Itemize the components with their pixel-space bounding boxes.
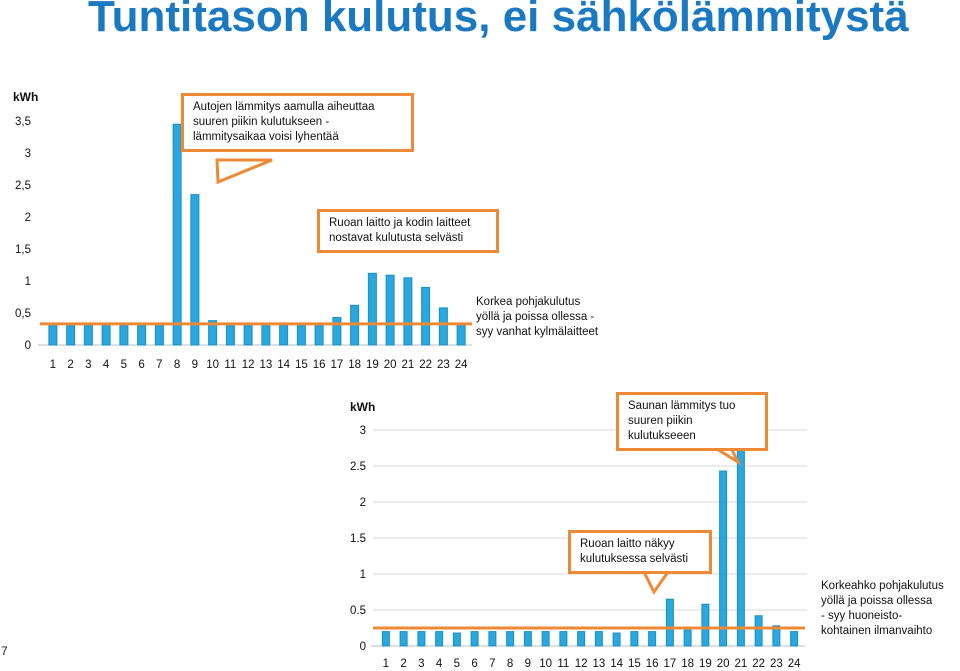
bar [400, 632, 407, 646]
bar [436, 632, 443, 646]
callout-cooking [317, 209, 499, 253]
x-tick-label: 19 [698, 658, 712, 670]
annotation-base-load-2 [821, 579, 944, 639]
x-tick-label: 16 [645, 658, 659, 670]
callout-line: Ruoan laitto näkyy [580, 538, 675, 550]
x-tick-label: 18 [681, 658, 695, 670]
x-tick-label: 14 [610, 658, 624, 670]
callout-line: suuren piikin kulutukseen - [193, 116, 330, 128]
x-tick-label: 11 [557, 658, 570, 670]
bar [631, 632, 638, 646]
bar [755, 616, 762, 646]
callout-line: Ruoan laitto ja kodin laitteet [329, 217, 471, 229]
annotation-line: - syy huoneisto- [821, 610, 903, 622]
y-axis-label: kWh [350, 400, 376, 414]
bar [649, 632, 656, 646]
x-tick-label: 19 [365, 359, 379, 371]
bar [595, 632, 602, 646]
x-tick-label: 22 [752, 658, 766, 670]
x-tick-label: 1 [49, 359, 57, 371]
x-tick-label: 7 [489, 658, 496, 670]
x-tick-label: 10 [539, 658, 553, 670]
callout-line: Autojen lämmitys aamulla aiheuttaa [193, 101, 375, 113]
y-tick-label: 2,5 [15, 180, 31, 192]
x-tick-label: 22 [419, 359, 433, 371]
annotation-line: kohtainen ilmanvaihto [821, 625, 933, 637]
y-tick-label: 3 [24, 148, 31, 160]
bar [560, 632, 567, 646]
bar [684, 630, 691, 646]
x-tick-label: 17 [330, 359, 344, 371]
y-tick-label: 1,5 [15, 244, 31, 256]
bar [453, 633, 460, 646]
x-tick-label: 5 [453, 658, 461, 670]
bar [507, 632, 514, 646]
x-tick-label: 2 [67, 359, 74, 371]
x-tick-label: 23 [436, 359, 450, 371]
y-tick-label: 1 [24, 276, 31, 288]
x-tick-label: 12 [241, 359, 255, 371]
x-tick-label: 18 [348, 359, 362, 371]
callout-line: lämmitysaikaa voisi lyhentää [193, 131, 339, 143]
bar [666, 599, 673, 646]
annotation-line: syy vanhat kylmälaitteet [476, 326, 599, 338]
y-tick-label: 0 [24, 340, 31, 352]
callout-line: Saunan lämmitys tuo [628, 400, 736, 412]
callout-line: suuren piikin [628, 415, 693, 427]
x-tick-label: 8 [506, 658, 514, 670]
bar [489, 632, 496, 646]
x-tick-label: 17 [663, 658, 677, 670]
x-tick-label: 8 [173, 359, 181, 371]
x-tick-label: 2 [400, 658, 407, 670]
callout-cooking-2 [568, 530, 712, 574]
x-tick-label: 20 [716, 658, 730, 670]
bar [702, 604, 709, 646]
x-tick-label: 5 [120, 359, 128, 371]
x-tick-label: 1 [382, 658, 390, 670]
y-tick-label: 3 [359, 425, 366, 437]
callout-line: kulutuksessa selvästi [580, 553, 689, 565]
x-tick-label: 20 [383, 359, 397, 371]
x-tick-label: 21 [401, 359, 415, 371]
callout-sauna [616, 392, 768, 451]
y-tick-label: 2 [359, 497, 366, 509]
x-tick-label: 6 [138, 359, 145, 371]
y-tick-label: 0,5 [15, 308, 31, 320]
x-tick-label: 15 [294, 359, 308, 371]
y-tick-label: 2 [24, 212, 31, 224]
annotation-line: Korkeahko pohjakulutus [821, 580, 944, 592]
y-tick-label: 0 [359, 641, 366, 653]
x-tick-label: 3 [418, 658, 425, 670]
page-title: Tuntitason kulutus, ei sähkölämmitystä [88, 0, 909, 41]
bar [418, 632, 425, 646]
x-tick-label: 21 [734, 658, 748, 670]
annotation-base-load [476, 295, 598, 340]
x-tick-label: 14 [277, 359, 291, 371]
bar [524, 632, 531, 646]
bar [578, 632, 585, 646]
annotation-line: yöllä ja poissa ollessa [821, 595, 933, 607]
bar [471, 632, 478, 646]
x-tick-label: 23 [769, 658, 783, 670]
y-tick-label: 2.5 [350, 461, 366, 473]
y-tick-label: 3,5 [15, 116, 31, 128]
bar [542, 632, 549, 646]
bar [791, 632, 798, 646]
x-tick-label: 12 [574, 658, 588, 670]
x-tick-label: 4 [435, 658, 443, 670]
callout-car-heating [181, 93, 414, 152]
x-tick-label: 24 [787, 658, 801, 670]
x-tick-label: 24 [454, 359, 468, 371]
bar [613, 633, 620, 646]
annotation-line: yöllä ja poissa ollessa - [476, 311, 595, 323]
x-tick-label: 6 [471, 658, 478, 670]
y-axis-label: kWh [13, 90, 39, 104]
x-tick-label: 7 [156, 359, 163, 371]
x-tick-label: 16 [312, 359, 326, 371]
x-tick-label: 13 [259, 359, 273, 371]
x-tick-label: 3 [85, 359, 92, 371]
y-tick-label: 0.5 [350, 605, 366, 617]
x-tick-label: 4 [102, 359, 110, 371]
x-tick-label: 13 [592, 658, 606, 670]
bar [737, 448, 744, 646]
page-number: 7 [1, 644, 8, 658]
y-tick-label: 1.5 [350, 533, 366, 545]
y-tick-label: 1 [359, 569, 366, 581]
x-tick-label: 9 [191, 359, 199, 371]
x-tick-label: 10 [206, 359, 220, 371]
x-tick-label: 15 [627, 658, 641, 670]
callout-line: nostavat kulutusta selvästi [329, 232, 464, 244]
x-tick-label: 9 [524, 658, 532, 670]
bar [382, 632, 389, 646]
callout-pointer [644, 572, 668, 592]
x-tick-label: 11 [224, 359, 237, 371]
callout-line: kulutukseeen [628, 430, 696, 442]
annotation-line: Korkea pohjakulutus [476, 296, 581, 308]
bar [720, 471, 727, 646]
